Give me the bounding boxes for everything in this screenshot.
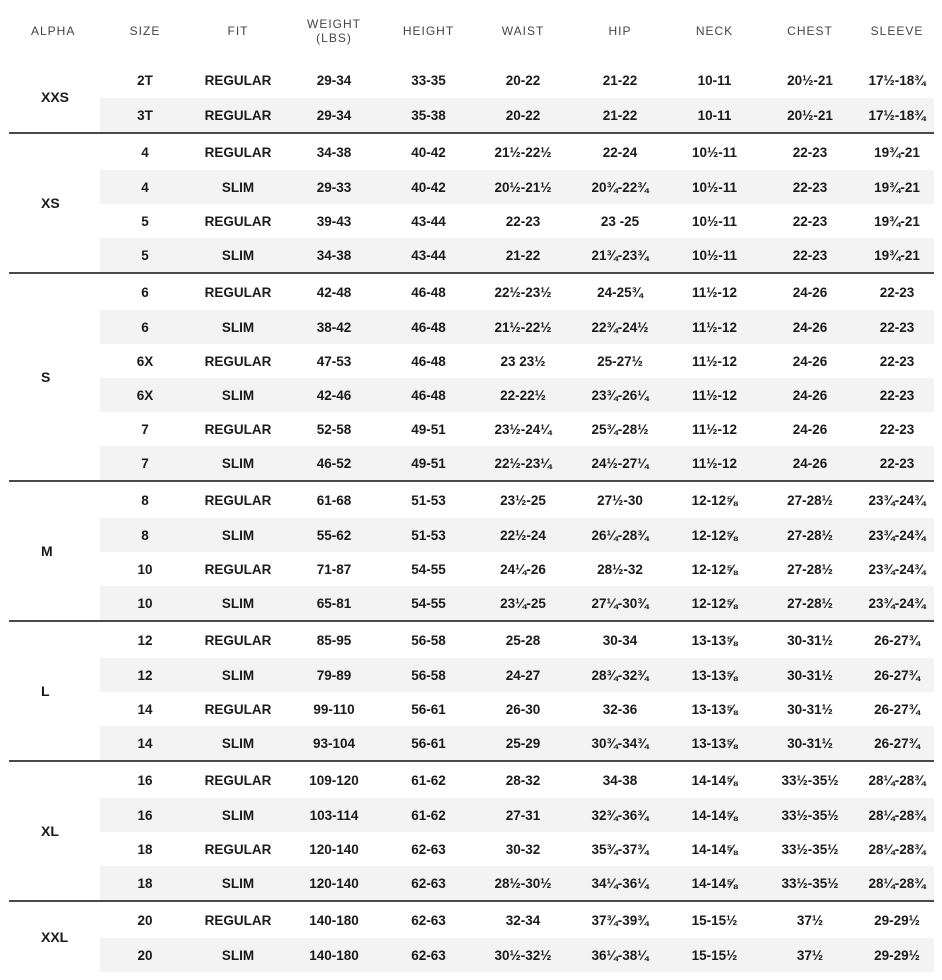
column-header-weight-label: WEIGHT <box>307 17 361 31</box>
cell-waist: 25-29 <box>475 726 571 761</box>
table-row <box>9 238 934 273</box>
cell-hip: 23¾-26¼ <box>571 378 669 412</box>
cell-height: 46-48 <box>411 353 446 369</box>
cell-weight: 93-104 <box>286 726 382 761</box>
cell-waist: 26-30 <box>505 701 541 717</box>
cell-hip: 30-34 <box>571 621 669 658</box>
cell-neck: 10½-11 <box>669 238 760 273</box>
cell-neck: 15-15½ <box>669 901 760 938</box>
cell-chest: 33½-35½ <box>760 798 860 832</box>
cell-hip: 34-38 <box>571 761 669 798</box>
alpha-size-label: L <box>9 621 100 761</box>
cell-size: 3T <box>100 98 190 133</box>
alpha-size-label: M <box>9 481 100 621</box>
cell-sleeve: 23¾-24¾ <box>868 561 926 577</box>
table-row <box>9 798 934 832</box>
alpha-size-label: S <box>9 273 100 481</box>
cell-size: 14 <box>137 701 153 717</box>
cell-weight: 79-89 <box>286 658 382 692</box>
table-row <box>9 273 934 310</box>
cell-fit: SLIM <box>190 446 286 481</box>
cell-height: 61-62 <box>382 761 475 798</box>
cell-fit: REGULAR <box>204 353 272 369</box>
cell-neck: 13-13⅝ <box>691 701 738 717</box>
cell-neck: 12-12⅝ <box>669 481 760 518</box>
size-chart-table <box>9 0 934 972</box>
cell-waist: 21½-22½ <box>475 310 571 344</box>
cell-hip: 28¾-32¾ <box>571 658 669 692</box>
cell-height: 56-58 <box>382 621 475 658</box>
cell-waist: 23½-25 <box>475 481 571 518</box>
cell-waist: 27-31 <box>475 798 571 832</box>
cell-fit: REGULAR <box>204 841 272 857</box>
table-row <box>9 692 934 726</box>
cell-waist: 22½-23½ <box>475 273 571 310</box>
cell-waist: 30½-32½ <box>475 938 571 972</box>
cell-neck: 14-14⅝ <box>669 798 760 832</box>
table-row <box>9 481 934 518</box>
column-header-height: HEIGHT <box>402 24 455 38</box>
cell-chest: 22-23 <box>760 238 860 273</box>
cell-chest: 24-26 <box>760 310 860 344</box>
cell-hip: 37¾-39¾ <box>571 901 669 938</box>
cell-chest: 24-26 <box>792 353 828 369</box>
cell-height: 40-42 <box>382 170 475 204</box>
cell-neck: 13-13⅝ <box>669 658 760 692</box>
column-header-chest: CHEST <box>787 24 833 38</box>
table-row <box>9 446 934 481</box>
cell-fit: SLIM <box>190 310 286 344</box>
cell-fit: REGULAR <box>204 561 272 577</box>
cell-waist: 21-22 <box>475 238 571 273</box>
cell-weight: 52-58 <box>316 421 352 437</box>
column-header-waist: WAIST <box>501 24 545 38</box>
cell-fit: REGULAR <box>190 133 286 170</box>
cell-hip: 28½-32 <box>597 561 643 577</box>
cell-height: 33-35 <box>411 72 446 88</box>
cell-neck: 13-13⅝ <box>669 726 760 761</box>
cell-size: 10 <box>137 561 153 577</box>
column-header-weight-unit: (LBS) <box>316 31 352 45</box>
cell-height: 56-61 <box>411 701 446 717</box>
cell-height: 49-51 <box>382 446 475 481</box>
cell-fit: REGULAR <box>190 98 286 133</box>
cell-fit: REGULAR <box>204 213 272 229</box>
cell-chest: 27-28½ <box>760 586 860 621</box>
cell-weight: 55-62 <box>286 518 382 552</box>
cell-fit: SLIM <box>190 798 286 832</box>
cell-size: 5 <box>141 213 149 229</box>
cell-hip: 26¼-28¾ <box>571 518 669 552</box>
cell-sleeve: 22-23 <box>860 310 934 344</box>
cell-height: 43-44 <box>382 238 475 273</box>
cell-size: 6X <box>136 353 154 369</box>
cell-chest: 27-28½ <box>760 481 860 518</box>
table-row <box>9 586 934 621</box>
alpha-size-label: XL <box>9 761 100 901</box>
cell-chest: 22-23 <box>760 133 860 170</box>
table-row <box>9 761 934 798</box>
cell-waist: 24¼-26 <box>500 561 546 577</box>
cell-chest: 27-28½ <box>787 561 833 577</box>
cell-weight: 109-120 <box>286 761 382 798</box>
cell-chest: 37½ <box>760 901 860 938</box>
cell-neck: 13-13⅝ <box>669 621 760 658</box>
cell-fit: SLIM <box>190 658 286 692</box>
cell-hip: 34¼-36¼ <box>571 866 669 901</box>
cell-weight: 29-34 <box>286 98 382 133</box>
cell-hip: 24-25¾ <box>571 273 669 310</box>
cell-fit: REGULAR <box>190 761 286 798</box>
cell-chest: 24-26 <box>792 421 828 437</box>
cell-chest: 27-28½ <box>760 518 860 552</box>
column-header-neck: NECK <box>695 24 734 38</box>
cell-waist: 23 23½ <box>500 353 546 369</box>
cell-size: 12 <box>100 658 190 692</box>
cell-neck: 11½-12 <box>669 378 760 412</box>
cell-height: 62-63 <box>382 938 475 972</box>
cell-sleeve: 17½-18¾ <box>860 98 934 133</box>
column-header-alpha: ALPHA <box>31 24 76 38</box>
cell-size: 20 <box>100 938 190 972</box>
cell-neck: 14-14⅝ <box>691 841 738 857</box>
cell-sleeve: 22-23 <box>860 446 934 481</box>
cell-waist: 20-22 <box>475 98 571 133</box>
cell-sleeve: 22-23 <box>879 353 915 369</box>
cell-size: 18 <box>100 866 190 901</box>
cell-height: 54-55 <box>411 561 446 577</box>
cell-sleeve: 19¾-21 <box>860 170 934 204</box>
cell-height: 56-58 <box>382 658 475 692</box>
cell-waist: 20-22 <box>505 72 541 88</box>
cell-size: 6X <box>100 378 190 412</box>
cell-weight: 140-180 <box>286 901 382 938</box>
cell-sleeve: 29-29½ <box>860 901 934 938</box>
table-row <box>9 901 934 938</box>
cell-height: 51-53 <box>382 518 475 552</box>
column-header-sleeve: SLEEVE <box>870 24 924 38</box>
cell-height: 62-63 <box>382 901 475 938</box>
cell-chest: 33½-35½ <box>760 866 860 901</box>
cell-sleeve: 19¾-21 <box>874 213 920 229</box>
cell-hip: 22¾-24½ <box>571 310 669 344</box>
table-header <box>9 0 934 62</box>
cell-weight: 65-81 <box>286 586 382 621</box>
cell-weight: 34-38 <box>286 133 382 170</box>
table-row <box>9 344 934 378</box>
cell-size: 18 <box>137 841 153 857</box>
cell-hip: 21-22 <box>602 72 638 88</box>
cell-sleeve: 26-27¾ <box>860 726 934 761</box>
cell-sleeve: 19¾-21 <box>860 238 934 273</box>
cell-waist: 20½-21½ <box>475 170 571 204</box>
cell-height: 49-51 <box>411 421 446 437</box>
cell-neck: 10-11 <box>697 72 732 88</box>
cell-fit: SLIM <box>190 170 286 204</box>
cell-height: 46-48 <box>382 273 475 310</box>
cell-sleeve: 23¾-24¾ <box>860 481 934 518</box>
cell-neck: 10½-11 <box>669 133 760 170</box>
cell-size: 12 <box>100 621 190 658</box>
cell-waist: 23¼-25 <box>475 586 571 621</box>
cell-hip: 20¾-22¾ <box>571 170 669 204</box>
cell-waist: 28-32 <box>475 761 571 798</box>
cell-neck: 11½-12 <box>669 446 760 481</box>
cell-height: 56-61 <box>382 726 475 761</box>
table-row <box>9 204 934 238</box>
alpha-size-label: XXL <box>9 901 100 972</box>
cell-waist: 21½-22½ <box>475 133 571 170</box>
cell-hip: 32-36 <box>602 701 638 717</box>
cell-sleeve: 22-23 <box>860 273 934 310</box>
column-header-hip: HIP <box>608 24 632 38</box>
table-row <box>9 98 934 133</box>
cell-neck: 15-15½ <box>669 938 760 972</box>
cell-chest: 24-26 <box>760 446 860 481</box>
cell-waist: 32-34 <box>475 901 571 938</box>
cell-weight: 61-68 <box>286 481 382 518</box>
cell-size: 20 <box>100 901 190 938</box>
cell-fit: SLIM <box>190 866 286 901</box>
cell-sleeve: 26-27¾ <box>860 658 934 692</box>
cell-size: 4 <box>100 133 190 170</box>
cell-hip: 21¾-23¾ <box>571 238 669 273</box>
cell-weight: 38-42 <box>286 310 382 344</box>
cell-fit: SLIM <box>190 518 286 552</box>
cell-chest: 24-26 <box>760 273 860 310</box>
cell-chest: 24-26 <box>760 378 860 412</box>
table-row <box>9 378 934 412</box>
cell-height: 62-63 <box>382 866 475 901</box>
cell-size: 16 <box>100 798 190 832</box>
cell-weight: 46-52 <box>286 446 382 481</box>
cell-fit: SLIM <box>190 726 286 761</box>
cell-weight: 99-110 <box>313 701 355 717</box>
table-row <box>9 518 934 552</box>
cell-weight: 103-114 <box>286 798 382 832</box>
cell-hip: 25-27½ <box>597 353 643 369</box>
cell-weight: 29-33 <box>286 170 382 204</box>
cell-neck: 12-12⅝ <box>669 518 760 552</box>
cell-chest: 20½-21 <box>760 98 860 133</box>
cell-size: 7 <box>141 421 149 437</box>
table-row <box>9 658 934 692</box>
cell-hip: 27¼-30¾ <box>571 586 669 621</box>
cell-weight: 120-140 <box>309 841 359 857</box>
cell-sleeve: 28¼-28¾ <box>860 761 934 798</box>
table-row <box>9 133 934 170</box>
cell-waist: 22½-24 <box>475 518 571 552</box>
cell-chest: 22-23 <box>792 213 828 229</box>
table-row <box>9 310 934 344</box>
table-body <box>9 62 934 972</box>
cell-waist: 25-28 <box>475 621 571 658</box>
cell-neck: 11½-12 <box>669 273 760 310</box>
cell-sleeve: 17½-18¾ <box>868 72 926 88</box>
cell-size: 8 <box>100 481 190 518</box>
cell-hip: 21-22 <box>571 98 669 133</box>
cell-size: 14 <box>100 726 190 761</box>
cell-fit: SLIM <box>190 586 286 621</box>
cell-chest: 22-23 <box>760 170 860 204</box>
table-row <box>9 552 934 586</box>
cell-fit: REGULAR <box>190 273 286 310</box>
cell-size: 5 <box>100 238 190 273</box>
cell-weight: 47-53 <box>316 353 352 369</box>
table-row <box>9 412 934 446</box>
cell-weight: 120-140 <box>286 866 382 901</box>
cell-size: 2T <box>137 72 153 88</box>
column-header-fit: FIT <box>227 24 249 38</box>
cell-weight: 85-95 <box>286 621 382 658</box>
cell-weight: 140-180 <box>286 938 382 972</box>
table-row <box>9 832 934 866</box>
cell-weight: 39-43 <box>316 213 352 229</box>
cell-neck: 14-14⅝ <box>669 866 760 901</box>
cell-neck: 11½-12 <box>669 310 760 344</box>
cell-weight: 29-34 <box>316 72 352 88</box>
cell-fit: REGULAR <box>190 621 286 658</box>
cell-height: 62-63 <box>411 841 446 857</box>
cell-sleeve: 29-29½ <box>860 938 934 972</box>
cell-fit: REGULAR <box>204 72 272 88</box>
cell-waist: 23½-24¼ <box>494 421 552 437</box>
cell-weight: 42-48 <box>286 273 382 310</box>
cell-size: 7 <box>100 446 190 481</box>
column-header-size: SIZE <box>129 24 161 38</box>
cell-neck: 12-12⅝ <box>691 561 738 577</box>
cell-sleeve: 22-23 <box>879 421 915 437</box>
cell-chest: 30-31½ <box>787 701 833 717</box>
cell-sleeve: 28¼-28¾ <box>860 866 934 901</box>
cell-size: 6 <box>100 310 190 344</box>
cell-neck: 10-11 <box>669 98 760 133</box>
cell-waist: 28½-30½ <box>475 866 571 901</box>
cell-waist: 22-22½ <box>475 378 571 412</box>
cell-chest: 20½-21 <box>787 72 833 88</box>
table-row <box>9 170 934 204</box>
cell-height: 35-38 <box>382 98 475 133</box>
cell-weight: 42-46 <box>286 378 382 412</box>
cell-size: 10 <box>100 586 190 621</box>
cell-chest: 30-31½ <box>760 621 860 658</box>
cell-hip: 24½-27¼ <box>571 446 669 481</box>
cell-hip: 35¾-37¾ <box>591 841 649 857</box>
cell-fit: REGULAR <box>204 421 272 437</box>
cell-chest: 30-31½ <box>760 726 860 761</box>
table-row <box>9 621 934 658</box>
cell-chest: 33½-35½ <box>760 761 860 798</box>
cell-chest: 37½ <box>760 938 860 972</box>
cell-sleeve: 23¾-24¾ <box>860 518 934 552</box>
cell-waist: 22-23 <box>505 213 541 229</box>
cell-height: 51-53 <box>382 481 475 518</box>
cell-size: 16 <box>100 761 190 798</box>
cell-neck: 12-12⅝ <box>669 586 760 621</box>
table-row <box>9 866 934 901</box>
cell-waist: 24-27 <box>475 658 571 692</box>
header-row <box>9 0 934 62</box>
cell-hip: 22-24 <box>571 133 669 170</box>
cell-sleeve: 23¾-24¾ <box>860 586 934 621</box>
alpha-size-label: XS <box>9 133 100 273</box>
cell-height: 46-48 <box>382 310 475 344</box>
cell-waist: 22½-23¼ <box>475 446 571 481</box>
alpha-size-label: XXS <box>9 62 100 133</box>
cell-sleeve: 19¾-21 <box>860 133 934 170</box>
cell-size: 8 <box>100 518 190 552</box>
cell-fit: REGULAR <box>190 481 286 518</box>
table-row <box>9 62 934 98</box>
cell-hip: 27½-30 <box>571 481 669 518</box>
cell-sleeve: 26-27¾ <box>860 621 934 658</box>
cell-sleeve: 28¼-28¾ <box>860 798 934 832</box>
cell-fit: REGULAR <box>190 901 286 938</box>
cell-neck: 10½-11 <box>691 213 738 229</box>
cell-hip: 25¾-28½ <box>591 421 649 437</box>
cell-chest: 33½-35½ <box>781 841 839 857</box>
cell-fit: SLIM <box>190 238 286 273</box>
cell-neck: 10½-11 <box>669 170 760 204</box>
cell-sleeve: 22-23 <box>860 378 934 412</box>
cell-hip: 32¾-36¾ <box>571 798 669 832</box>
cell-weight: 71-87 <box>316 561 352 577</box>
cell-height: 46-48 <box>382 378 475 412</box>
cell-neck: 11½-12 <box>691 421 738 437</box>
cell-neck: 11½-12 <box>691 353 738 369</box>
cell-fit: REGULAR <box>204 701 272 717</box>
cell-weight: 34-38 <box>286 238 382 273</box>
cell-neck: 14-14⅝ <box>669 761 760 798</box>
cell-size: 4 <box>100 170 190 204</box>
cell-height: 54-55 <box>382 586 475 621</box>
cell-fit: SLIM <box>190 938 286 972</box>
cell-sleeve: 26-27¾ <box>874 701 920 717</box>
table-row <box>9 938 934 972</box>
table-row <box>9 726 934 761</box>
cell-hip: 23 -25 <box>600 213 640 229</box>
cell-height: 40-42 <box>382 133 475 170</box>
cell-waist: 30-32 <box>505 841 541 857</box>
cell-chest: 30-31½ <box>760 658 860 692</box>
cell-hip: 36¼-38¼ <box>571 938 669 972</box>
cell-hip: 30¾-34¾ <box>571 726 669 761</box>
cell-sleeve: 28¼-28¾ <box>868 841 926 857</box>
cell-size: 6 <box>100 273 190 310</box>
cell-fit: SLIM <box>190 378 286 412</box>
cell-height: 43-44 <box>411 213 446 229</box>
cell-height: 61-62 <box>382 798 475 832</box>
column-header-weight <box>286 0 382 62</box>
